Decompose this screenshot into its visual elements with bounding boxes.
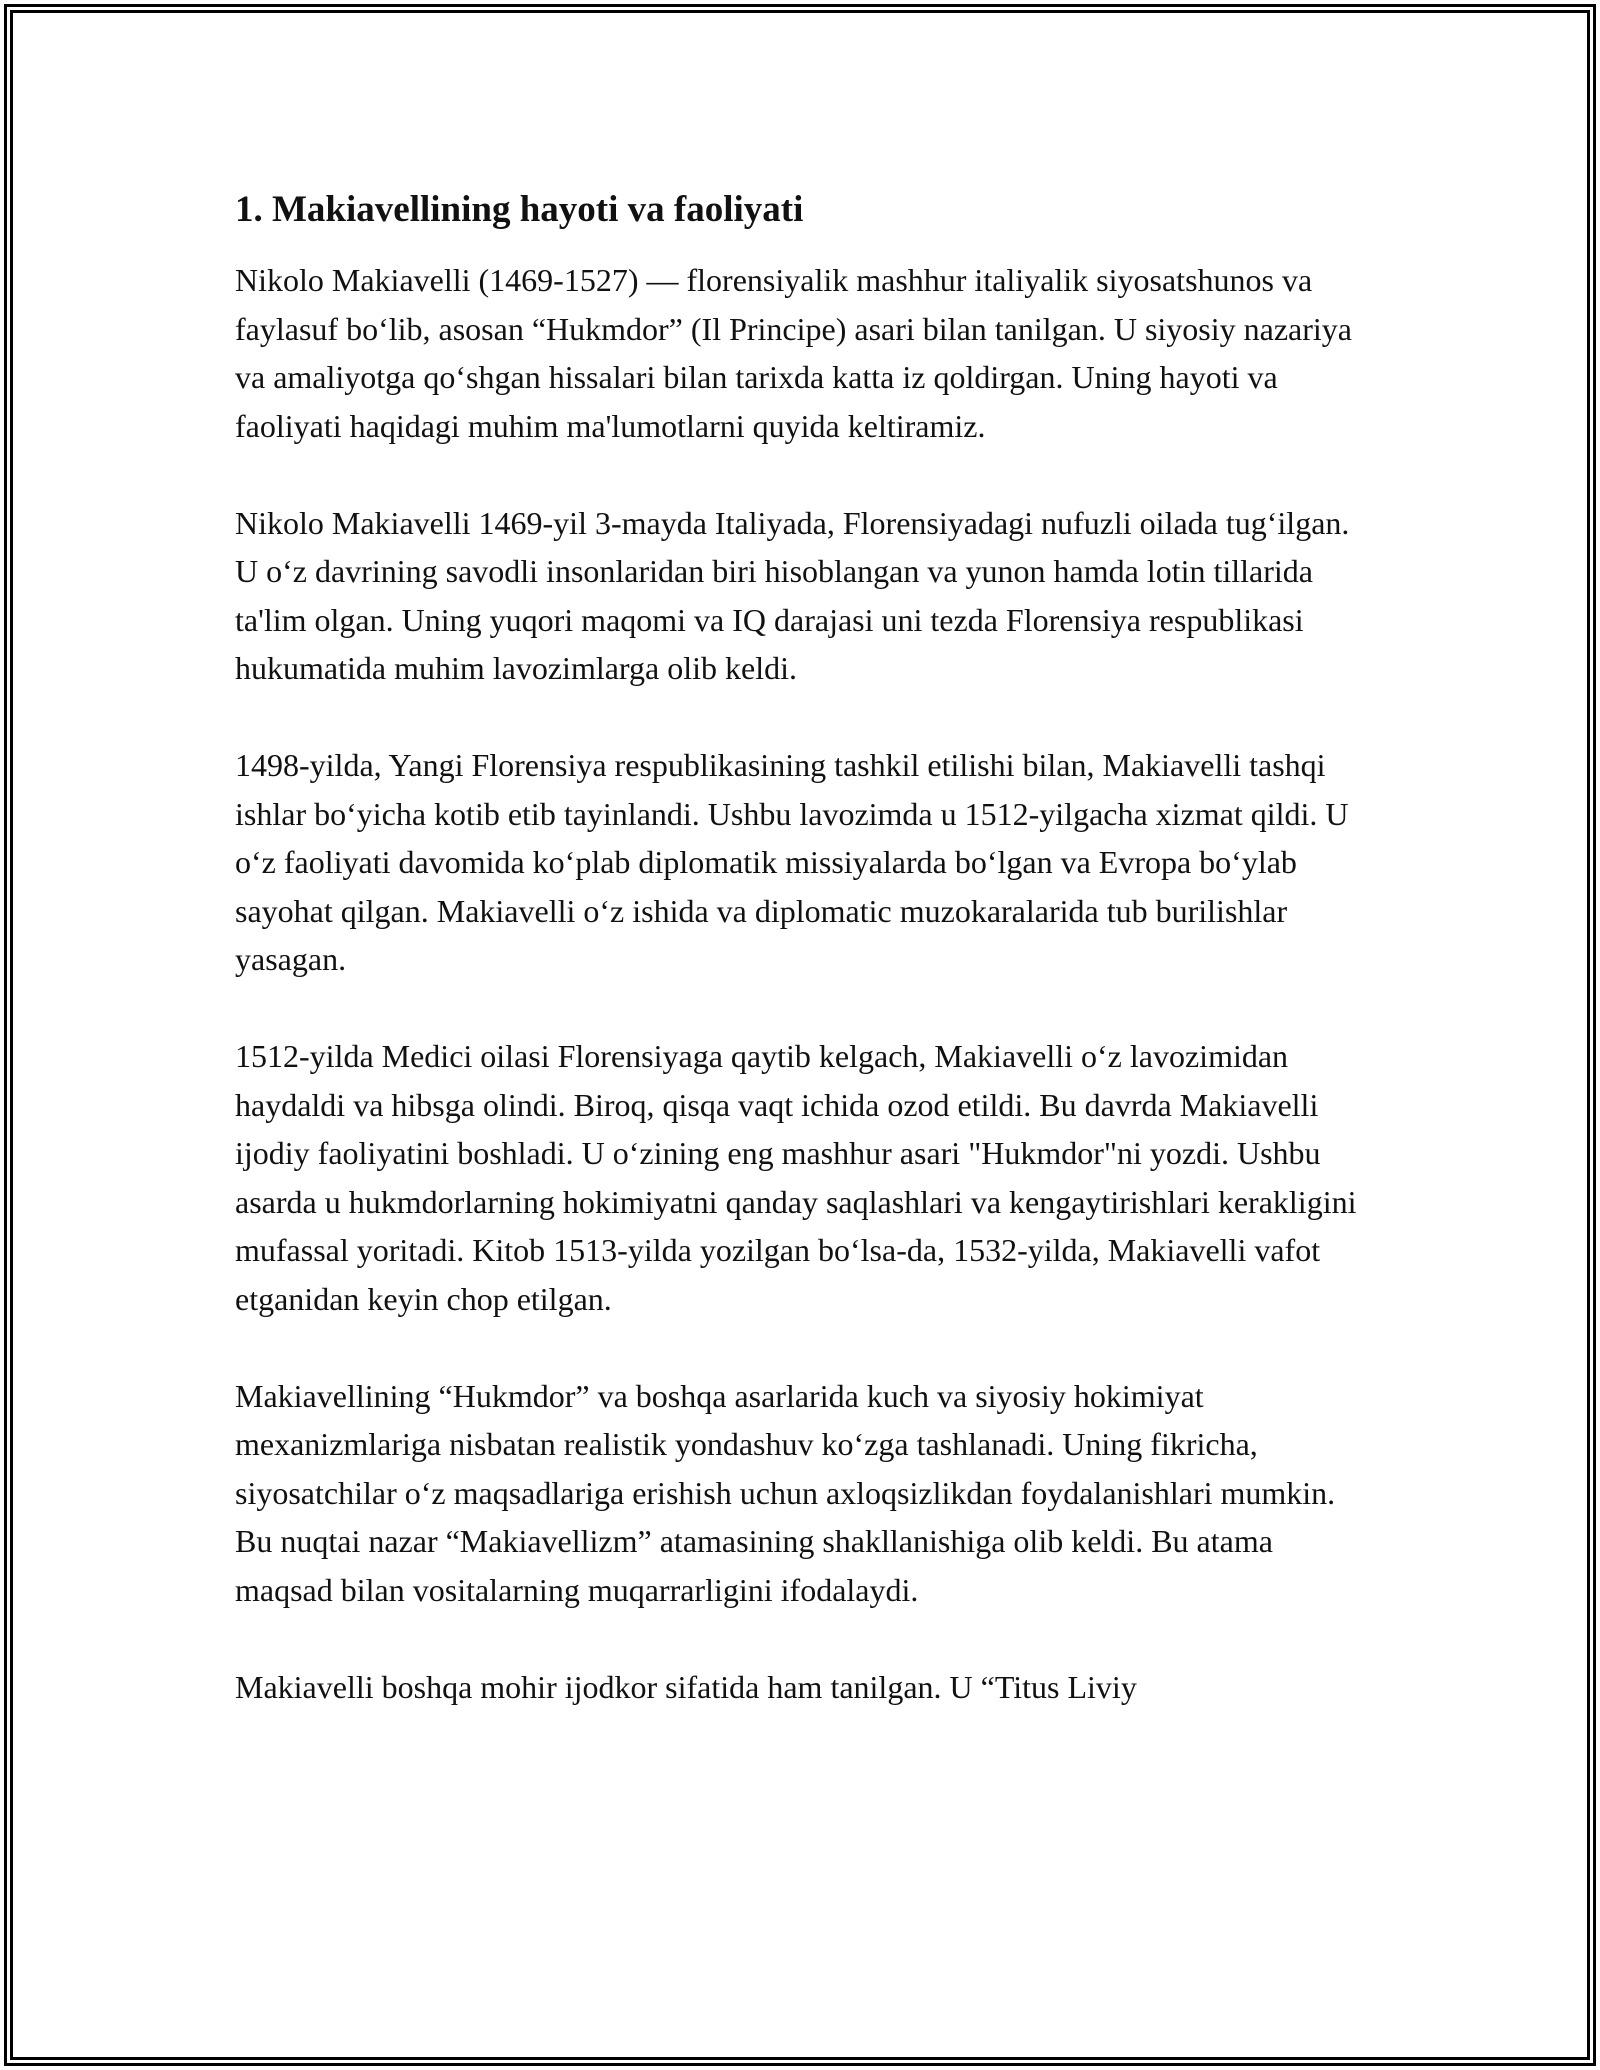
paragraph-machiavellism: Makiavellining “Hukmdor” va boshqa asarlarida kuch va siyosiy hokimiyat mexanizmlariga nisbatan realistik yondashuv ko‘zga tashlanadi. Uning fikricha, siyosatchilar o‘z maqsadlariga erishish uchun axloqsizlikdan foydalanishlari mumkin. Bu nuqtai nazar “Makiavellizm” atamasining shakllanishiga olib keldi. Bu atama maqsad bilan vositalarning muqarrarligini ifodalaydi. [235,1377,1336,1608]
paragraph-birth: Nikolo Makiavelli 1469-yil 3-mayda Italiyada, Florensiyadagi nufuzli oilada tug‘ilgan. U o‘z davrining savodli insonlaridan biri hisoblangan va yunon hamda lotin tillarida ta'lim olgan. Uning yuqori maqomi va IQ darajasi uni tezda Florensiya respublikasi hukumatida muhim lavozimlarga olib keldi. [235,504,1350,686]
section-heading: 1. Makiavellining hayoti va faoliyati [235,189,804,230]
paragraph-other-works: Makiavelli boshqa mohir ijodkor sifatida ham tanilgan. U “Titus Liviy [235,1668,1137,1705]
paragraph-intro: Nikolo Makiavelli (1469-1527) — florensiyalik mashhur italiyalik siyosatshunos va faylasuf bo‘lib, asosan “Hukmdor” (Il Principe) asari bilan tanilgan. U siyosiy nazariya va amaliyotga qo‘shgan hissalari bilan tarixda katta iz qoldirgan. Uning hayoti va faoliyati haqidagi muhim ma'lumotlarni quyida keltiramiz. [235,262,1352,444]
paragraph-medici: 1512-yilda Medici oilasi Florensiyaga qaytib kelgach, Makiavelli o‘z lavozimidan haydaldi va hibsga olindi. Biroq, qisqa vaqt ichida ozod etildi. Bu davrda Makiavelli ijodiy faoliyatini boshladi. U o‘zining eng mashhur asari "Hukmdor"ni yozdi. Ushbu asarda u hukmdorlarning hokimiyatni qanday saqlashlari va kengaytirishlari kerakligini mufassal yoritadi. Kitob 1513-yilda yozilgan bo‘lsa-da, 1532-yilda, Makiavelli vafot etganidan keyin chop etilgan. [235,1038,1357,1317]
document-body [235,186,1370,1760]
paragraph-career: 1498-yilda, Yangi Florensiya respublikasining tashkil etilishi bilan, Makiavelli tashqi ishlar bo‘yicha kotib etib tayinlandi. Ushbu lavozimda u 1512-yilgacha xizmat qildi. U o‘z faoliyati davomida ko‘plab diplomatik missiyalarda bo‘lgan va Evropa bo‘ylab sayohat qilgan. Makiavelli o‘z ishida va diplomatic muzokaralarida tub burilishlar yasagan. [235,747,1349,977]
